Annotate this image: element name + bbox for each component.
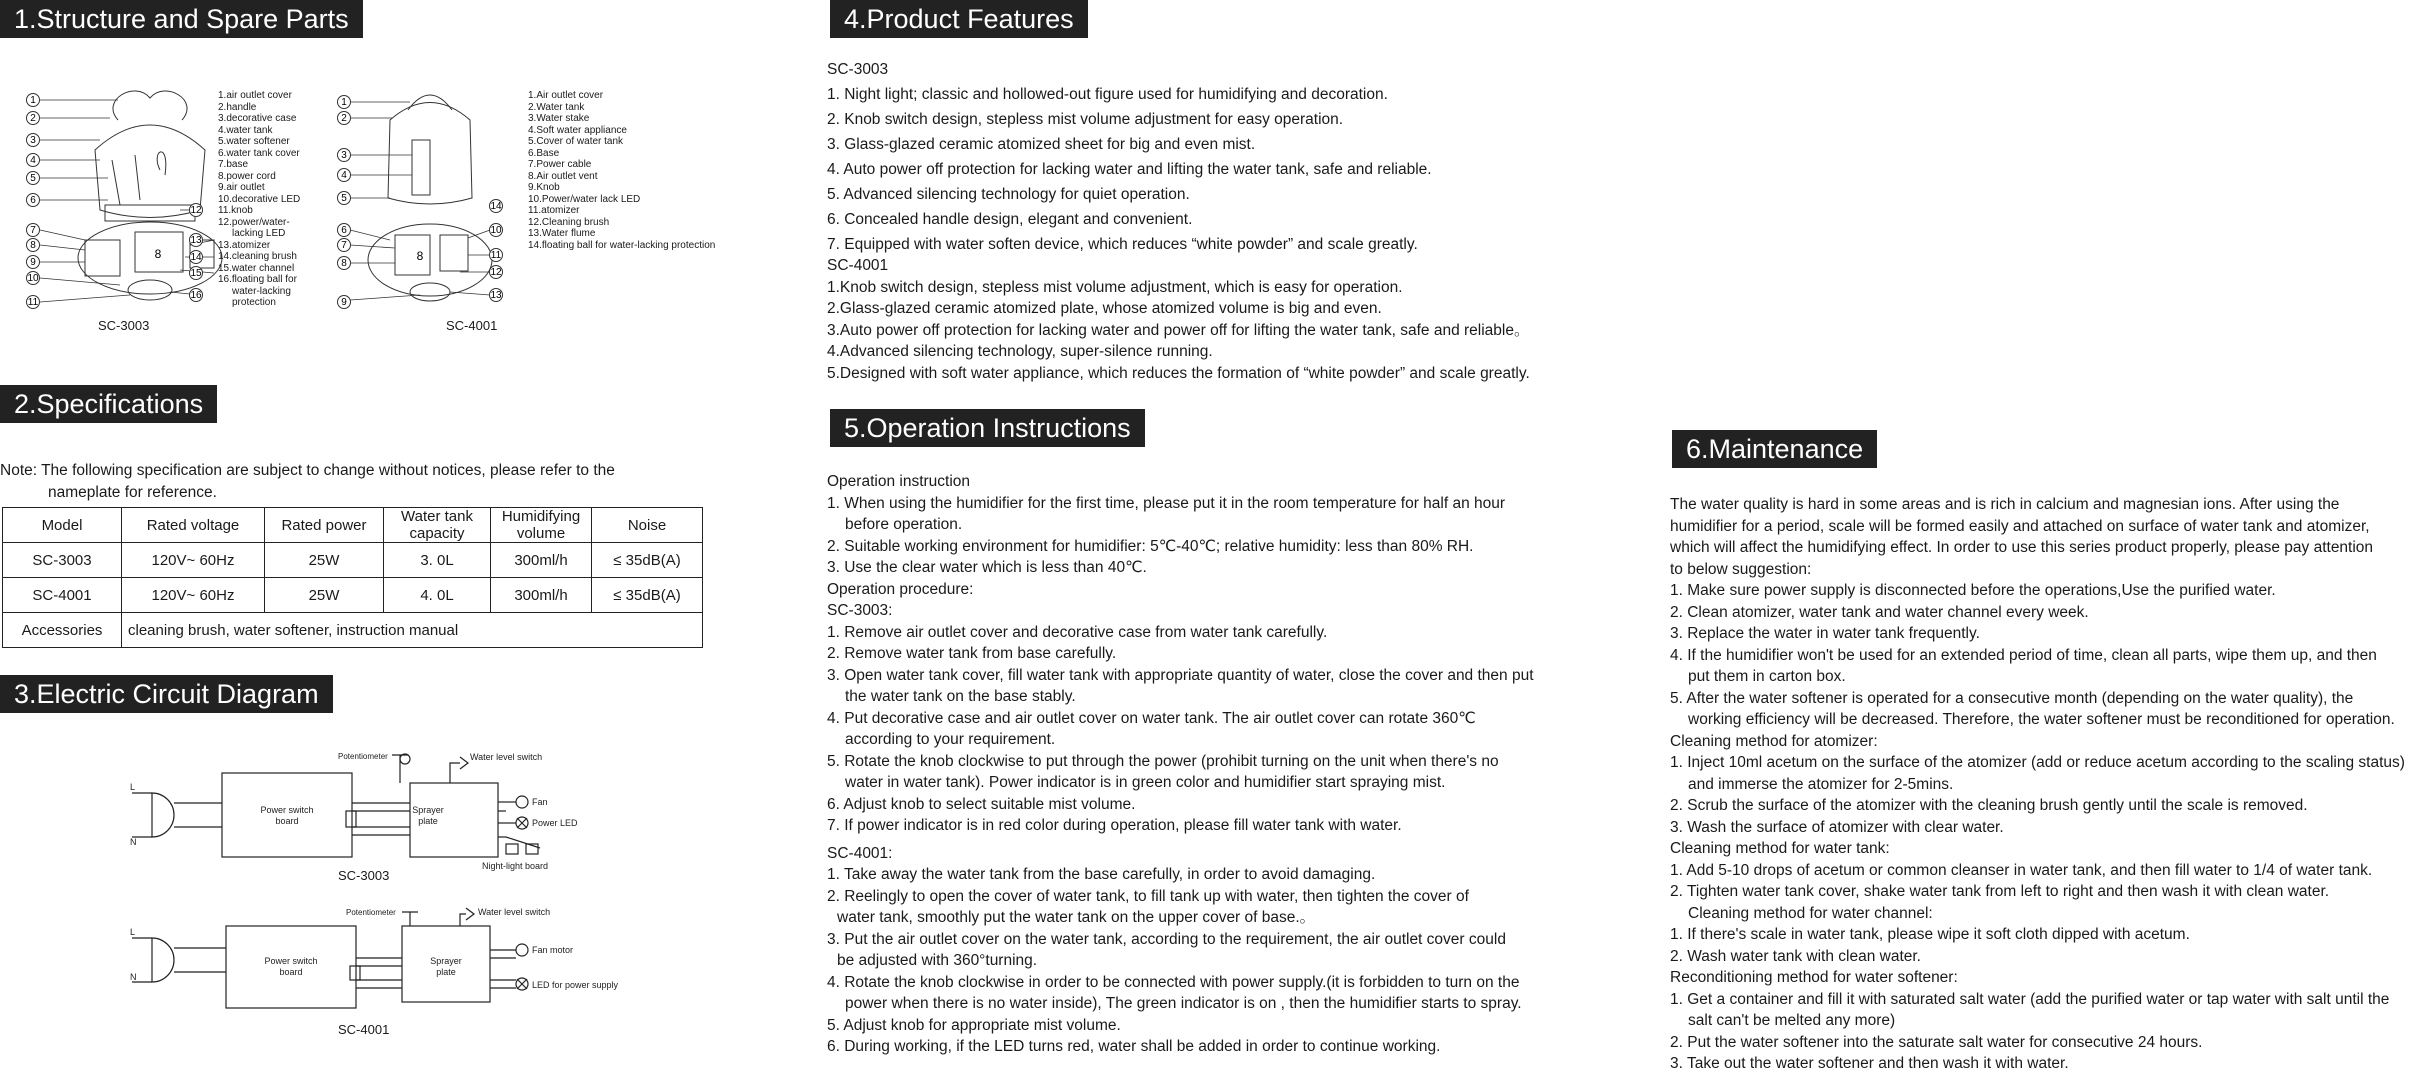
label-power-led: Power LED: [532, 818, 578, 828]
operation-text: Operation instruction 1. When using the humidifier for the first time, please put it in the room temperature for half an hour before operation. 2. Suitable working environment for humidifier: 5℃-40℃; relative humidity: less than 80% RH. 3. Use the clear water which is less than 40℃. Operation procedure: SC-3003: 1. Remove air outlet cover and decorative case from water tank carefully. 2. Remove water tank from base carefully. 3. Open water tank cover, fill water tank with appropriate quantity of water, close the cover and then put the water tank on the base stably. 4. Put decorative case and air outlet cover on water tank. The air outlet cover can rotate 360℃ according to your requirement. 5. Rotate the knob clockwise to put through the power (prohibit turning on the unit when there's no water in water tank). Power indicator is in green color and humidifier start spraying mist. 6. Adjust knob to select suitable mist volume. 7. If power indicator is in red color during operation, please fill water tank with water. SC-4001: 1. Take away the water tank from the base carefully, in order to avoid damaging. 2. Reelingly to open the cover of water tank, to fill tank up with water, then tighten the cover of water tank, smoothly put the water tank on the upper cover of base.。 3. Put the air outlet cover on the water tank, according to the requirement, the air outlet cover could be adjusted with 360°turning. 4. Rotate the knob clockwise in order to be connected with power supply.(it is forbidden to turn on the power when there is no water inside), The green indicator is on , then the humidifier starts to spray. 5. Adjust knob for appropriate mist volume. 6. During working, if the LED turns red, water shall be added in order to continue working.: [827, 473, 1534, 1055]
callout-label: 14: [190, 252, 202, 263]
callout-label: 2: [30, 113, 36, 124]
section-header-structure: 1.Structure and Spare Parts: [0, 0, 363, 38]
sc4001-parts-list: 1.Air outlet cover 2.Water tank 3.Water stake 4.Soft water appliance 5.Cover of water tank 6.Base 7.Power cable 8.Air outlet vent 9.Knob 10.Power/water lack LED 11.atomizer 12.Cleaning brush 13.Water flume 14.floating ball for water-lacking protection: [528, 90, 716, 251]
label-water-level-switch: Water level switch: [478, 907, 551, 917]
callout-label: 2: [341, 113, 347, 124]
section-header-circuit: 3.Electric Circuit Diagram: [0, 675, 333, 713]
callout-label: 1: [30, 95, 36, 106]
col-noise: Noise: [592, 508, 703, 543]
col-voltage: Rated voltage: [122, 508, 265, 543]
label-n: N: [130, 837, 137, 847]
table-row: [3, 543, 703, 578]
label-power-switch-board: board: [279, 967, 303, 977]
features-text: SC-3003 1. Night light; classic and hollowed-out figure used for humidifying and decoration. 2. Knob switch design, stepless mist volume adjustment for easy operation. 3. Glass-glazed ceramic atomized sheet for big and even mist. 4. Auto power off protection for lacking water and lifting the water tank, safe and reliable. 5. Advanced silencing technology for quiet operation. 6. Concealed handle design, elegant and convenient. 7. Equipped with water soften device, which reduces “white powder” and scale greatly.: [827, 61, 1432, 253]
cell: 25W: [265, 543, 384, 578]
cell: cleaning brush, water softener, instruction manual: [122, 613, 703, 648]
label-fan-motor: Fan motor: [532, 945, 574, 955]
cell: SC-3003: [3, 543, 122, 578]
col-capacity: Water tank capacity: [384, 508, 491, 543]
callout-label: 7: [30, 225, 36, 236]
callout-label: 13: [190, 235, 202, 246]
led-glyph: 8: [154, 247, 162, 261]
label-power-switch-board: Power switch: [264, 956, 318, 966]
section-header-specifications: 2.Specifications: [0, 385, 217, 423]
callout-label: 5: [30, 173, 36, 184]
callout-label: 16: [190, 290, 202, 301]
callout-label: 10: [490, 225, 502, 236]
label-power-switch-board: board: [275, 816, 299, 826]
section-header-maintenance: 6.Maintenance: [1672, 430, 1877, 468]
cell: 120V~ 60Hz: [122, 578, 265, 613]
circuit-diagram-sc4001: [120, 900, 640, 1020]
label-potentiometer: Potentiometer: [346, 908, 396, 917]
col-power: Rated power: [265, 508, 384, 543]
label-night-light-board: Night-light board: [482, 861, 549, 871]
led-glyph: 8: [416, 249, 424, 263]
maintenance-text: The water quality is hard in some areas and is rich in calcium and magnesian ions. After using the humidifier for a period, scale will be formed easily and attached on surface of water tank and atomizer, which will affect the humidifying effect. In order to use this series product properly, please pay attention to below suggestion: 1. Make sure power supply is disconnected before the operations,Use the purified water. 2. Clean atomizer, water tank and water channel every week. 3. Replace the water in water tank frequently. 4. If the humidifier won't be used for an extended period of time, clean all parts, wipe them up, and then put them in carton box. 5. After the water softener is operated for a consecutive month (depending on the water quality), the working efficiency will be decreased. Therefore, the water softener must be reconditioned for operation. Cleaning method for atomizer: 1. Inject 10ml acetum on the surface of the atomizer (add or reduce acetum according to the scaling status) and immerse the atomizer for 2-5mins. 2. Scrub the surface of the atomizer with the cleaning brush gently until the scale is removed. 3. Wash the surface of atomizer with clear water. Cleaning method for water tank: 1. Add 5-10 drops of acetum or common cleanser in water tank, and then fill water to 1/4 of water tank. 2. Tighten water tank cover, shake water tank from left to right and then wash it with clean water. Cleaning method for water channel: 1. If there's scale in water tank, please wipe it soft cloth dipped with acetum. 2. Wash water tank with clean water. Reconditioning method for water softener: 1. Get a container and fill it with saturated salt water (add the purified water or tap water with salt until the salt can't be melted any more) 2. Put the water softener into the saturate salt water for consecutive 24 hours. 3. Take out the water softener and then wash it with water.: [1670, 496, 2405, 1072]
cell: 300ml/h: [491, 543, 592, 578]
cell: 4. 0L: [384, 578, 491, 613]
callout-label: 4: [341, 170, 347, 181]
section-header-operation: 5.Operation Instructions: [830, 409, 1145, 447]
spec-table: [2, 507, 703, 648]
section-header-features: 4.Product Features: [830, 0, 1088, 38]
spec-note: Note: The following specification are subject to change without notices, please refer to the nameplate for reference.: [0, 462, 615, 501]
callout-label: 13: [490, 290, 502, 301]
table-row: [3, 578, 703, 613]
col-volume: Humidifying volume: [491, 508, 592, 543]
table-header-row: [3, 508, 703, 543]
label-power-switch-board: Power switch: [260, 805, 314, 815]
callout-label: 3: [341, 150, 347, 161]
cell: SC-4001: [3, 578, 122, 613]
features-text-4001: SC-4001 1.Knob switch design, stepless mist volume adjustment, which is easy for operation. 2.Glass-glazed ceramic atomized plate, whose atomized volume is big and even. 3.Auto power off protection for lacking water and power off for lifting the water tank, safe and reliable。 4.Advanced silencing technology, super-silence running. 5.Designed with soft water appliance, which reduces the formation of “white powder” and scale greatly.: [827, 257, 1530, 382]
callout-label: 1: [341, 97, 347, 108]
sc4001-diagram: [330, 80, 530, 320]
callout-label: 4: [30, 155, 36, 166]
callout-label: 15: [190, 268, 202, 279]
label-n: N: [130, 972, 137, 982]
cell: 3. 0L: [384, 543, 491, 578]
cell: ≤ 35dB(A): [592, 543, 703, 578]
callout-label: 6: [30, 195, 36, 206]
sc3003-parts-list: 1.air outlet cover 2.handle 3.decorative case 4.water tank 5.water softener 6.water tank cover 7.base 8.power cord 9.air outlet 10.decorative LED 11.knob 12.power/water- lacking LED 13.atomizer 14.cleaning brush 15.water channel 16.floating ball for water-lacking protection: [218, 90, 301, 308]
label-sprayer-plate: Sprayer: [412, 805, 444, 815]
label-potentiometer: Potentiometer: [338, 752, 388, 761]
col-model: Model: [3, 508, 122, 543]
cell: 120V~ 60Hz: [122, 543, 265, 578]
caption-sc3003: SC-3003: [98, 318, 150, 333]
cell: ≤ 35dB(A): [592, 578, 703, 613]
label-sprayer-plate: Sprayer: [430, 956, 462, 966]
caption-sc4001: SC-4001: [446, 318, 498, 333]
callout-label: 11: [490, 250, 502, 261]
callout-label: 7: [341, 240, 347, 251]
callout-label: 6: [341, 225, 347, 236]
label-sprayer-plate: plate: [436, 967, 456, 977]
callout-label: 9: [30, 257, 36, 268]
callout-label: 8: [30, 240, 36, 251]
callout-label: 9: [341, 297, 347, 308]
label-fan: Fan: [532, 797, 548, 807]
label-led-power-supply: LED for power supply: [532, 980, 619, 990]
caption-circuit-sc4001: SC-4001: [338, 1022, 390, 1037]
callout-label: 12: [490, 267, 502, 278]
label-l: L: [130, 782, 136, 792]
caption-circuit-sc3003: SC-3003: [338, 868, 390, 883]
callout-label: 12: [190, 205, 202, 216]
label-water-level-switch: Water level switch: [470, 752, 543, 762]
callout-label: 10: [27, 273, 39, 284]
label-l: L: [130, 927, 136, 937]
callout-label: 5: [341, 193, 347, 204]
callout-label: 14: [490, 201, 502, 212]
callout-label: 11: [27, 297, 39, 308]
cell: Accessories: [3, 613, 122, 648]
label-sprayer-plate: plate: [418, 816, 438, 826]
cell: 300ml/h: [491, 578, 592, 613]
cell: 25W: [265, 578, 384, 613]
callout-label: 3: [30, 135, 36, 146]
table-row-accessories: [3, 613, 703, 648]
callout-label: 8: [341, 258, 347, 269]
